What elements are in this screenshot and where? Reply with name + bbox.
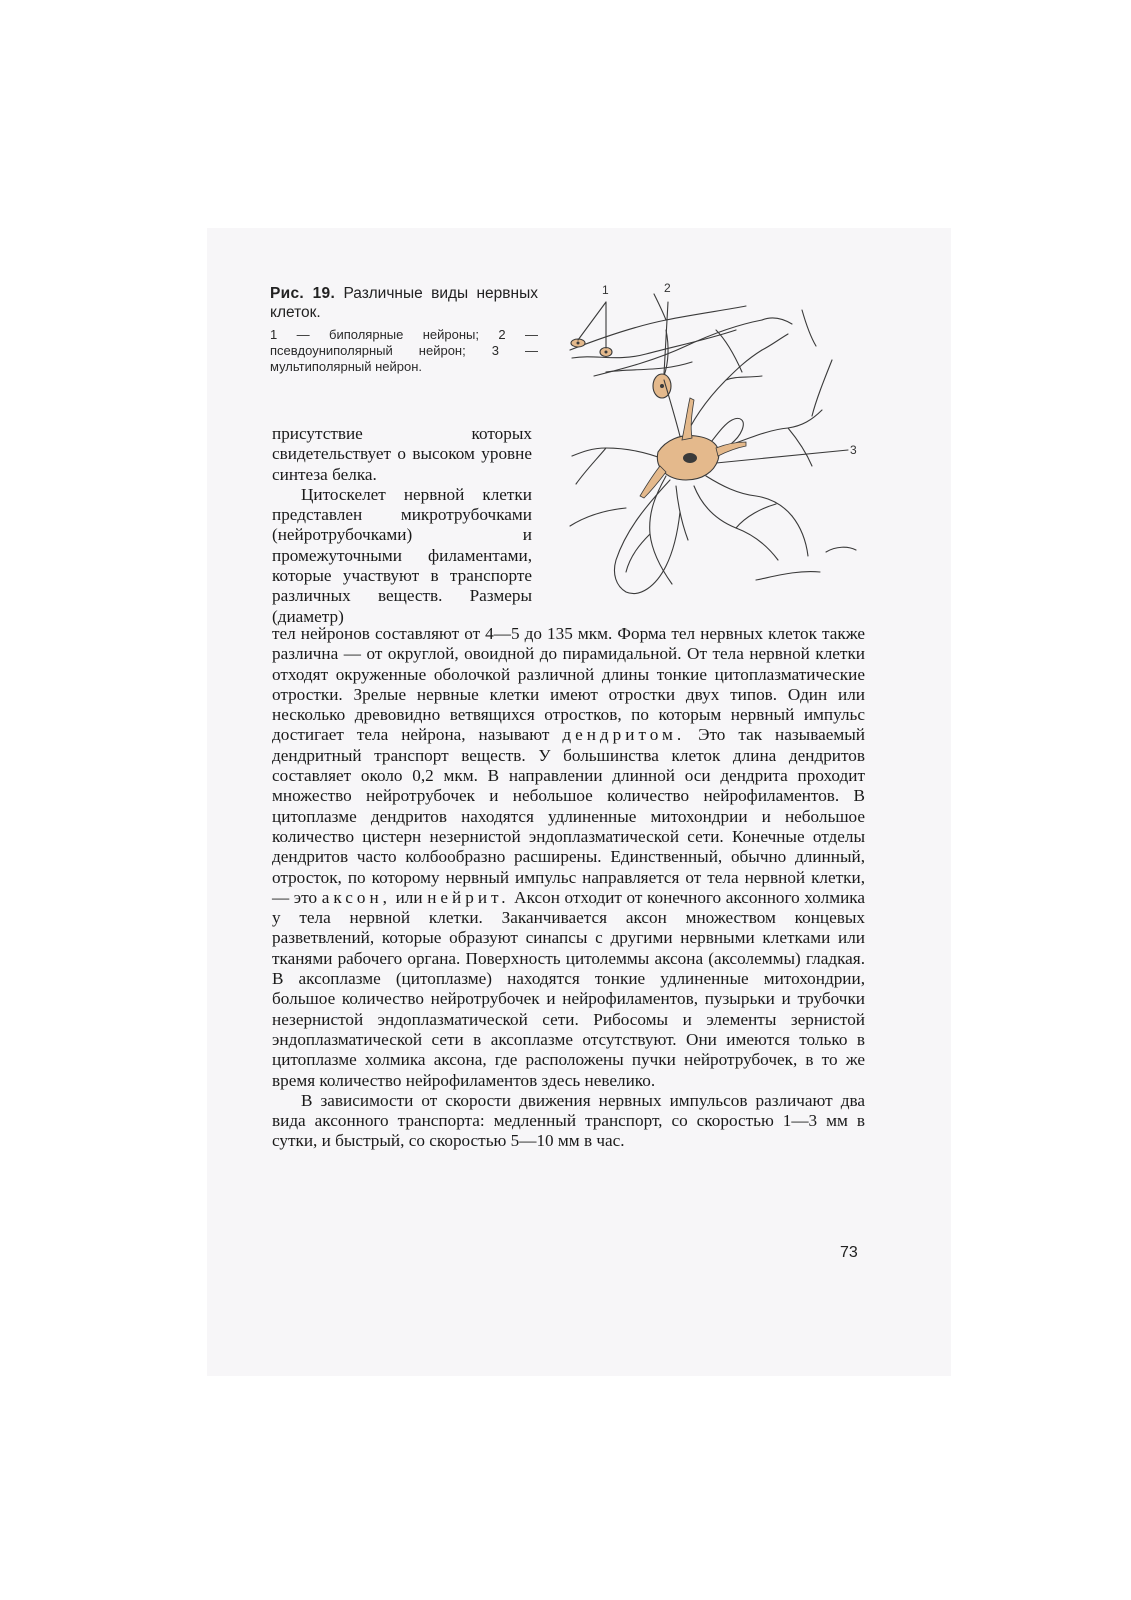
figure-label-1: 1	[602, 283, 609, 297]
paragraph-col-1: присутствие которых свидетельствует о высоком уровне синтеза белка.	[272, 424, 532, 484]
side-column-text	[272, 424, 532, 627]
paragraph-col-2: Цитоскелет нервной клетки представлен микротрубочками (нейротрубочками) и промежуточными филаментами, которые участвуют в транспорте различных веществ. Размеры (диаметр)	[272, 484, 532, 626]
page-number: 73	[840, 1244, 858, 1261]
paragraph-continued	[272, 624, 865, 1091]
figure-label-3: 3	[850, 443, 857, 457]
caption-legend: 1 — биполярные нейроны; 2 — псевдоуниполярный нейрон; 3 — мультиполярный нейрон.	[270, 327, 538, 374]
neuron-figure	[566, 280, 866, 610]
term-dendrite: дендритом.	[562, 725, 686, 745]
text-segment: или	[395, 887, 423, 907]
main-text	[272, 624, 865, 1152]
term-axon: аксон,	[321, 887, 391, 907]
paragraph-axon-transport: В зависимости от скорости движения нервных импульсов различают два вида аксонного транспорта: медленный транспорт, со скоростью 1—3 мм в сутки, и быстрый, со скоростью 5—10 мм в час.	[272, 1090, 865, 1151]
text-segment: Это так называемый дендритный транспорт веществ. У большинства клеток длина дендритов составляет около 0,2 мкм. В направлении длинной оси дендрита проходит множество нейротрубочек и небольшое количество нейрофиламентов. В цитоплазме дендритов находятся удлиненные митохондрии и небольшое количество цистерн незернистой эндоплазматической сети. Конечные отделы дендритов часто колбообразно расширены. Единственный, обычно длинный, отросток, по которому нервный импульс направляется от тела нервной клетки, — это	[272, 725, 865, 907]
figure-label: Рис. 19.	[270, 285, 336, 302]
figure-label-2: 2	[664, 281, 671, 295]
text-segment: Аксон отходит от конечного аксонного холмика у тела нервной клетки. Заканчивается аксон множеством концевых разветвлений, которые образуют синапсы с другими нервными клетками или тканями рабочего органа. Поверхность цитолеммы аксона (аксолеммы) гладкая. В аксоплазме (цитоплазме) находятся тонкие удлиненные митохондрии, большое количество нейротрубочек и нейрофиламентов, пузырьки и трубочки незернистой эндоплазматической сети. Рибосомы и элементы зернистой эндоплазматической сети в аксоплазме отсутствуют. Они имеются только в цитоплазме холмика аксона, где расположены пучки нейротрубочек, в то же время количество нейрофиламентов здесь невелико.	[272, 887, 866, 1090]
figure-caption	[270, 284, 538, 375]
caption-title	[270, 284, 538, 322]
term-neurite: нейрит.	[427, 887, 510, 907]
text-segment: тел нейронов составляют от 4—5 до 135 мкм. Форма тел нервных клеток также различна — от округлой, овоидной до пирамидальной. От тела нервной клетки отходят окруженные оболочкой различной длины тонкие цитоплазматические отростки. Зрелые нервные клетки имеют отростки двух типов. Один или несколько древовидно ветвящихся отростков, по которым нервный импульс достигает тела нейрона, называют	[272, 624, 865, 745]
caption-title-text: Различные виды нервных клеток.	[270, 285, 538, 321]
